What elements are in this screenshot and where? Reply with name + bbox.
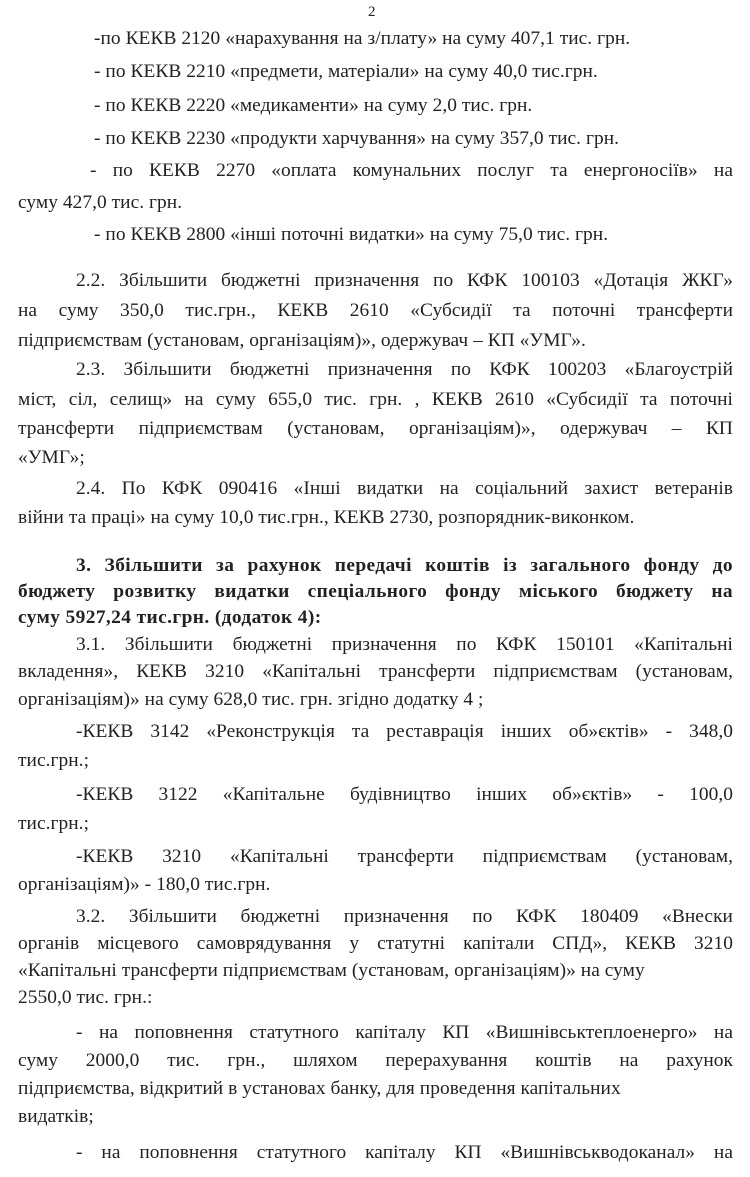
text-line: органів місцевого самоврядування у статутні капітали СПД», КЕКВ 3210 [18,933,733,954]
text-line: організаціям)» на суму 628,0 тис. грн. згідно додатку 4 ; [18,689,484,710]
page-number: 2 [368,4,376,20]
text-line: - на поповнення статутного капіталу КП «Вишнівськтеплоенерго» на [76,1022,733,1043]
text-line: - по КЕКВ 2210 «предмети, матеріали» на суму 40,0 тис.грн. [94,61,598,82]
text-line: суму 5927,24 тис.грн. (додаток 4): [18,607,322,628]
text-line: бюджету розвитку видатки спеціального фонду міського бюджету на [18,581,733,602]
text-line: - по КЕКВ 2230 «продукти харчування» на суму 357,0 тис. грн. [94,128,620,149]
text-line: 3.1. Збільшити бюджетні призначення по КФК 150101 «Капітальні [76,634,733,655]
text-line: -по КЕКВ 2120 «нарахування на з/плату» на суму 407,1 тис. грн. [94,28,631,49]
text-line: організаціям)» - 180,0 тис.грн. [18,874,271,895]
text-line: 3.2. Збільшити бюджетні призначення по КФК 180409 «Внески [76,906,733,927]
text-line: трансферти підприємствам (установам, організаціям)», одержувач – КП [18,418,733,439]
text-line: - по КЕКВ 2270 «оплата комунальних послуг та енергоносіїв» на [90,160,733,181]
text-line: 2.3. Збільшити бюджетні призначення по КФК 100203 «Благоустрій [76,359,733,380]
text-line: - по КЕКВ 2220 «медикаменти» на суму 2,0 тис. грн. [94,95,533,116]
text-line: на суму 350,0 тис.грн., КЕКВ 2610 «Субсидії та поточні трансферти [18,300,733,321]
text-line: 2.4. По КФК 090416 «Інші видатки на соціальний захист ветеранів [76,478,733,499]
text-line: «Капітальні трансферти підприємствам (установам, організаціям)» на суму [18,960,645,981]
text-line: -КЕКВ 3122 «Капітальне будівництво інших об»єктів» - 100,0 [76,784,733,805]
text-line: - на поповнення статутного капіталу КП «Вишнівськводоканал» на [76,1142,733,1163]
text-line: вкладення», КЕКВ 3210 «Капітальні трансферти підприємствам (установам, [18,661,733,682]
text-line: війни та праці» на суму 10,0 тис.грн., КЕКВ 2730, розпорядник-виконком. [18,507,635,528]
text-line: підприємствам (установам, організаціям)», одержувач – КП «УМГ». [18,330,586,351]
text-line: «УМГ»; [18,447,85,468]
text-line: 3. Збільшити за рахунок передачі коштів із загального фонду до [76,555,733,576]
text-line: тис.грн.; [18,750,90,771]
text-line: суму 427,0 тис. грн. [18,192,183,213]
text-line: тис.грн.; [18,813,90,834]
text-line: міст, сіл, селищ» на суму 655,0 тис. грн. , КЕКВ 2610 «Субсидії та поточні [18,389,733,410]
text-line: суму 2000,0 тис. грн., шляхом перерахування коштів на рахунок [18,1050,733,1071]
text-line: видатків; [18,1106,94,1127]
text-line: 2.2. Збільшити бюджетні призначення по КФК 100103 «Дотація ЖКГ» [76,270,733,291]
text-line: -КЕКВ 3142 «Реконструкція та реставрація інших об»єктів» - 348,0 [76,721,733,742]
text-line: - по КЕКВ 2800 «інші поточні видатки» на суму 75,0 тис. грн. [94,224,609,245]
text-line: 2550,0 тис. грн.: [18,987,153,1008]
text-line: -КЕКВ 3210 «Капітальні трансферти підприємствам (установам, [76,846,733,867]
text-line: підприємства, відкритий в установах банку, для проведення капітальних [18,1078,621,1099]
